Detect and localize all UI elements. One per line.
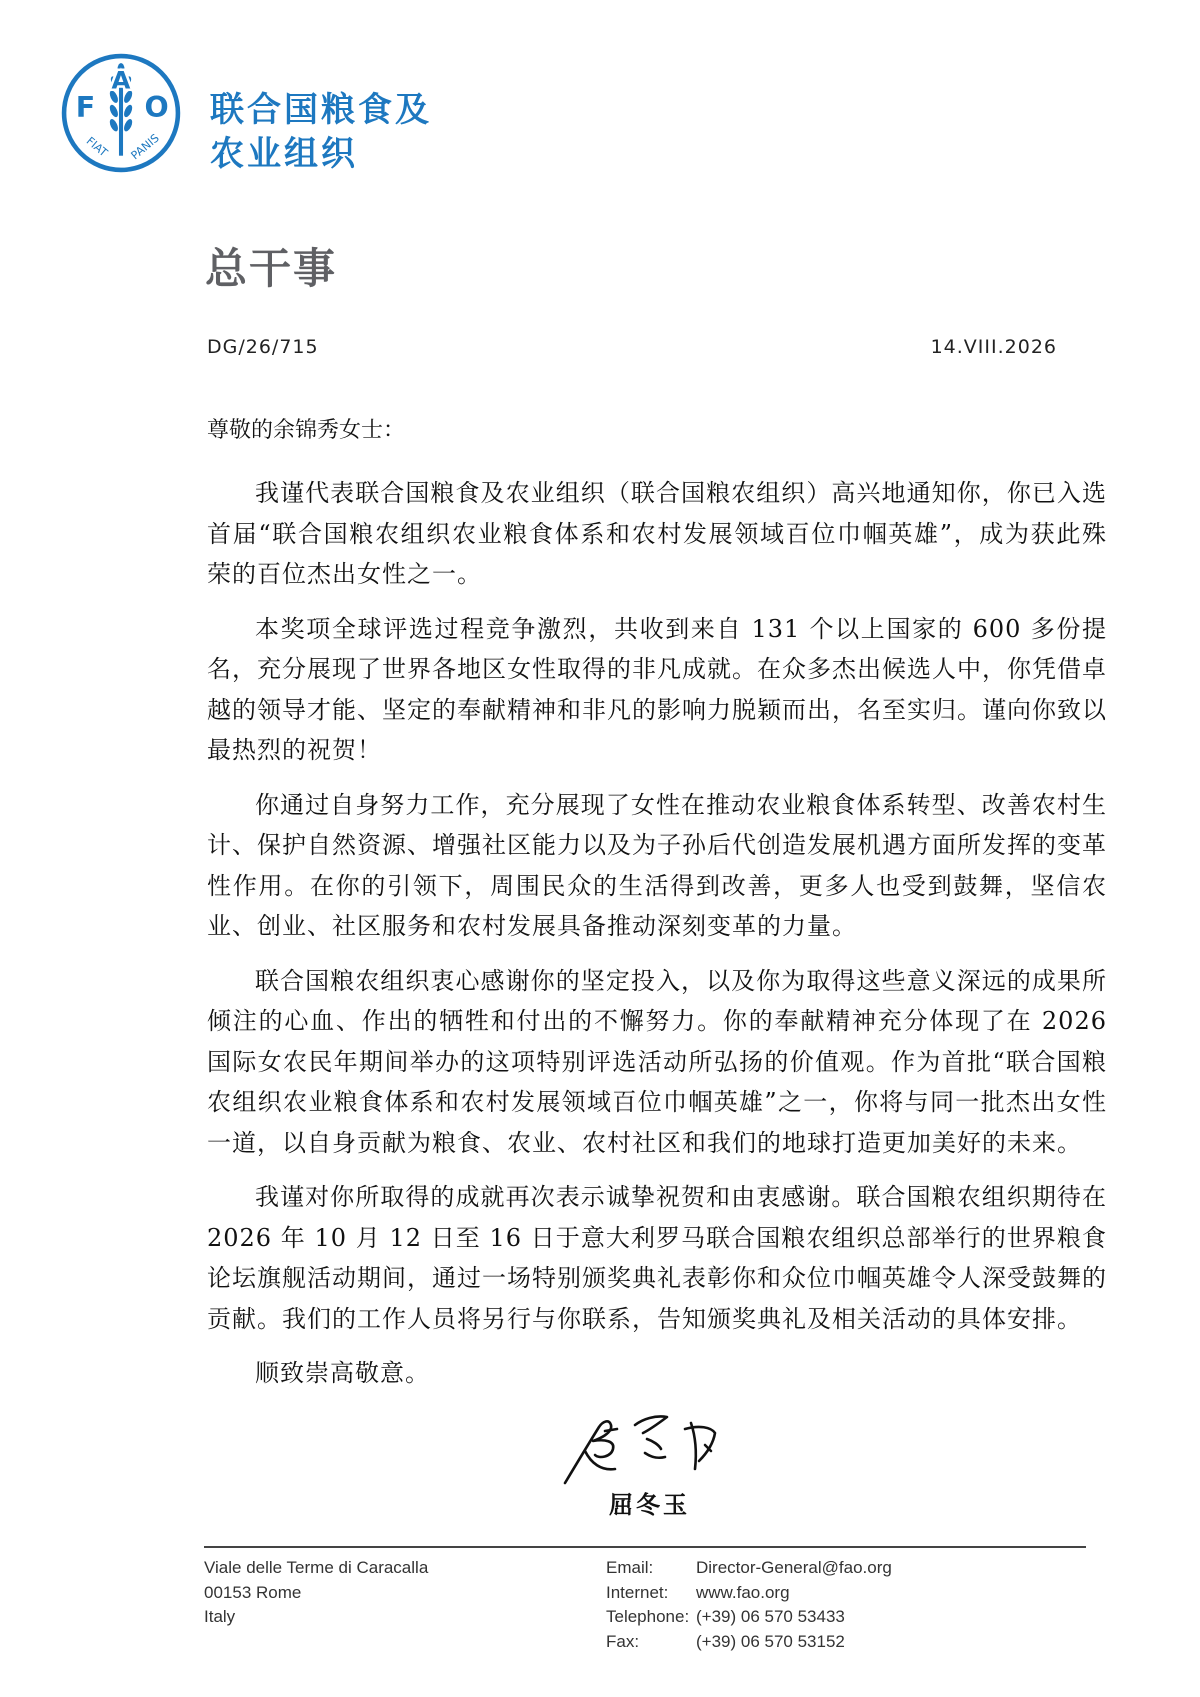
- signer-name: 屈冬玉: [609, 1490, 690, 1519]
- address-line: Italy: [204, 1607, 236, 1626]
- office-title: 总干事: [205, 244, 338, 293]
- contact-label: Fax:: [606, 1631, 640, 1651]
- contact-fax: [606, 1630, 892, 1655]
- footer-contacts: [606, 1556, 892, 1654]
- contact-telephone: [606, 1605, 892, 1630]
- salutation: 尊敬的余锦秀女士：: [207, 418, 406, 443]
- telephone-number: (+39) 06 570 53433: [696, 1607, 845, 1626]
- organization-name-line1: 联合国粮食及: [210, 90, 432, 130]
- contact-label: Email:: [606, 1558, 654, 1577]
- handwritten-signature: [555, 1405, 730, 1487]
- closing-phrase: 顺致崇高敬意。: [255, 1359, 430, 1387]
- body-paragraph: 本奖项全球评选过程竞争激烈，共收到来自 131 个以上国家的 600 多份提名，充分展现了世界各地区女性取得的非凡成就。在众多杰出候选人中，你凭借卓越的领导才能、坚定的奉献精神和非凡的影响力脱颖而出，名至实归。谨向你致以最热烈的祝贺！: [207, 614, 1107, 764]
- contact-email: [606, 1556, 892, 1581]
- footer-divider: [204, 1546, 1086, 1548]
- organization-name: [210, 88, 432, 176]
- address-line: Viale delle Terme di Caracalla: [204, 1558, 429, 1577]
- contact-label: Telephone:: [606, 1607, 690, 1626]
- body-paragraph: 你通过自身努力工作，充分展现了女性在推动农业粮食体系转型、改善农村生计、保护自然资源、增强社区能力以及为子孙后代创造发展机遇方面所发挥的变革性作用。在你的引领下，周围民众的生活得到改善，更多人也受到鼓舞，坚信农业、创业、社区服务和农村发展具备推动深刻变革的力量。: [207, 790, 1107, 940]
- email-link[interactable]: Director-General@fao.org: [696, 1558, 892, 1577]
- contact-internet: [606, 1581, 892, 1606]
- organization-name-line2: 农业组织: [210, 134, 358, 174]
- body-paragraph: 我谨代表联合国粮食及农业组织（联合国粮农组织）高兴地通知你，你已入选首届“联合国粮农组织农业粮食体系和农村发展领域百位巾帼英雄”，成为获此殊荣的百位杰出女性之一。: [207, 479, 1107, 588]
- logo-letter-a-display: A: [111, 65, 131, 95]
- footer-address: [204, 1556, 428, 1630]
- reference-number: DG/26/715: [207, 336, 319, 358]
- body-paragraph: 我谨对你所取得的成就再次表示诚挚祝贺和由衷感谢。联合国粮农组织期待在 2026 年 10 月 12 日至 16 日于意大利罗马联合国粮农组织总部举行的世界粮食论坛旗舰活动期间，通过一场特别颁奖典礼表彰你和众位巾帼英雄令人深受鼓舞的贡献。我们的工作人员将另行与你联系，告知颁奖典礼及相关活动的具体安排。: [207, 1183, 1107, 1333]
- fao-logo: [60, 52, 182, 174]
- address-line: 00153 Rome: [204, 1582, 302, 1602]
- logo-letter-f: F: [75, 91, 96, 125]
- logo-motto-left: FIAT: [83, 134, 110, 160]
- letter-date: 14.VIII.2026: [930, 336, 1057, 358]
- fax-number: (+39) 06 570 53152: [696, 1631, 845, 1651]
- letter-body: [207, 473, 1107, 1408]
- contact-label: Internet:: [606, 1582, 669, 1602]
- website-link[interactable]: www.fao.org: [696, 1582, 790, 1602]
- logo-letter-o: O: [144, 91, 169, 125]
- logo-motto-right: PANIS: [128, 131, 162, 163]
- body-paragraph: 联合国粮农组织衷心感谢你的坚定投入，以及你为取得这些意义深远的成果所倾注的心血、作出的牺牲和付出的不懈努力。你的奉献精神充分体现了在 2026 国际女农民年期间举办的这项特别评选活动所弘扬的价值观。作为首批“联合国粮农组织农业粮食体系和农村发展领域百位巾帼英雄”之一，你将与同一批杰出女性一道，以自身贡献为粮食、农业、农村社区和我们的地球打造更加美好的未来。: [207, 966, 1107, 1157]
